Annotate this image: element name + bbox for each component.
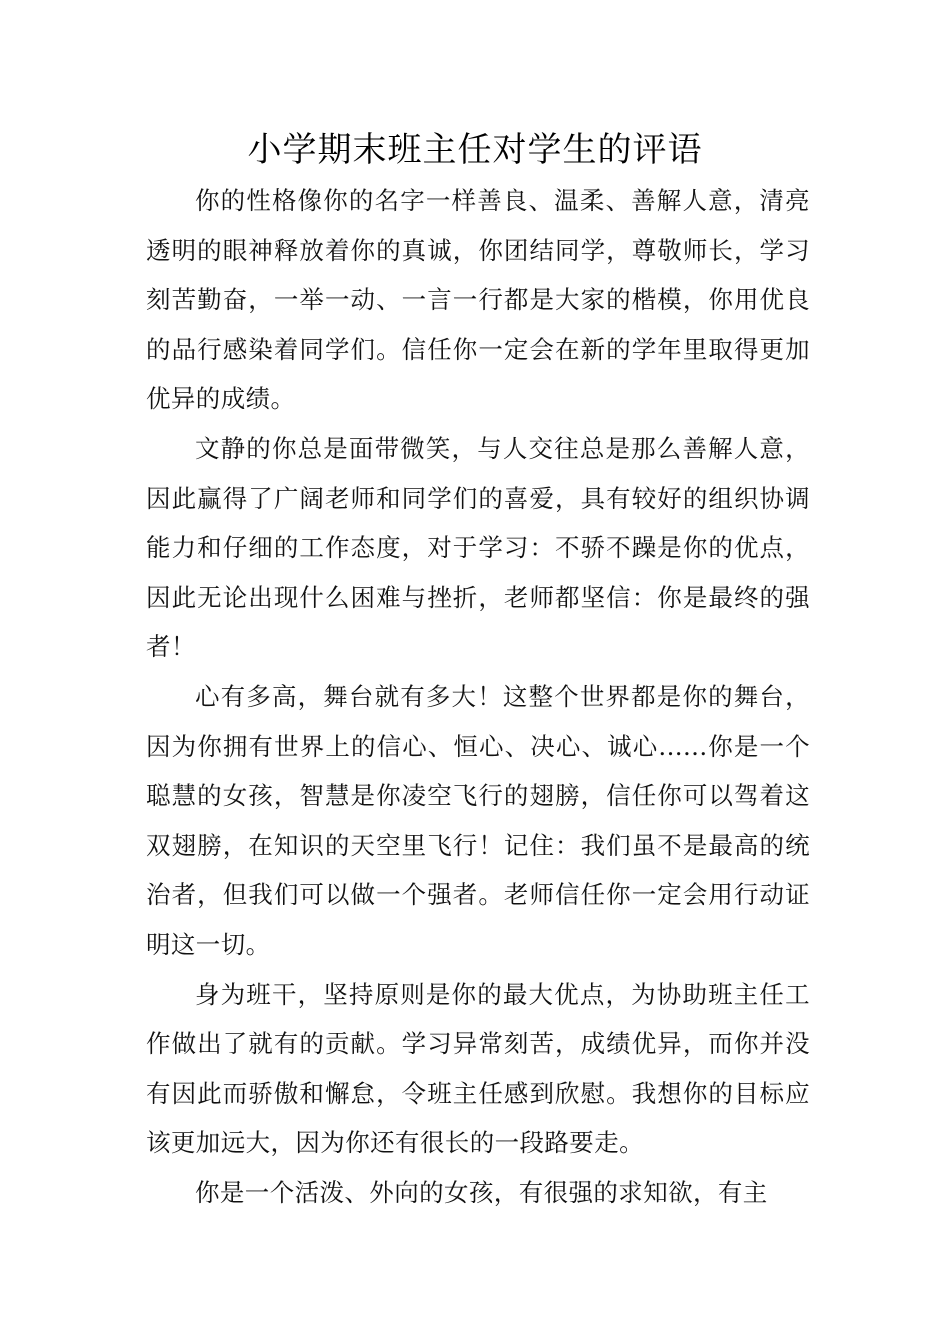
document-body: [146, 176, 810, 1217]
paragraph-3: 心有多高，舞台就有多大！这整个世界都是你的舞台，因为你拥有世界上的信心、恒心、决心、诚心......你是一个聪慧的女孩，智慧是你凌空飞行的翅膀，信任你可以驾着这双翅膀，在知识的天空里飞行！记住：我们虽不是最高的统治者，但我们可以做一个强者。老师信任你一定会用行动证明这一切。: [146, 681, 810, 959]
document-title: 小学期末班主任对学生的评语: [247, 130, 703, 170]
paragraph-5: 你是一个活泼、外向的女孩，有很强的求知欲，有主: [195, 1177, 768, 1207]
paragraph-4: 身为班干，坚持原则是你的最大优点，为协助班主任工作做出了就有的贡献。学习异常刻苦，成绩优异，而你并没有因此而骄傲和懈怠，令班主任感到欣慰。我想你的目标应该更加远大，因为你还有很长的一段路要走。: [146, 979, 810, 1158]
paragraph-1: 你的性格像你的名字一样善良、温柔、善解人意，清亮透明的眼神释放着你的真诚，你团结同学，尊敬师长，学习刻苦勤奋，一举一动、一言一行都是大家的楷模，你用优良的品行感染着同学们。信任你一定会在新的学年里取得更加优异的成绩。: [146, 186, 810, 414]
paragraph-2: 文静的你总是面带微笑，与人交往总是那么善解人意，因此赢得了广阔老师和同学们的喜爱，具有较好的组织协调能力和仔细的工作态度，对于学习：不骄不躁是你的优点，因此无论出现什么困难与挫折，老师都坚信：你是最终的强者！: [146, 433, 810, 662]
